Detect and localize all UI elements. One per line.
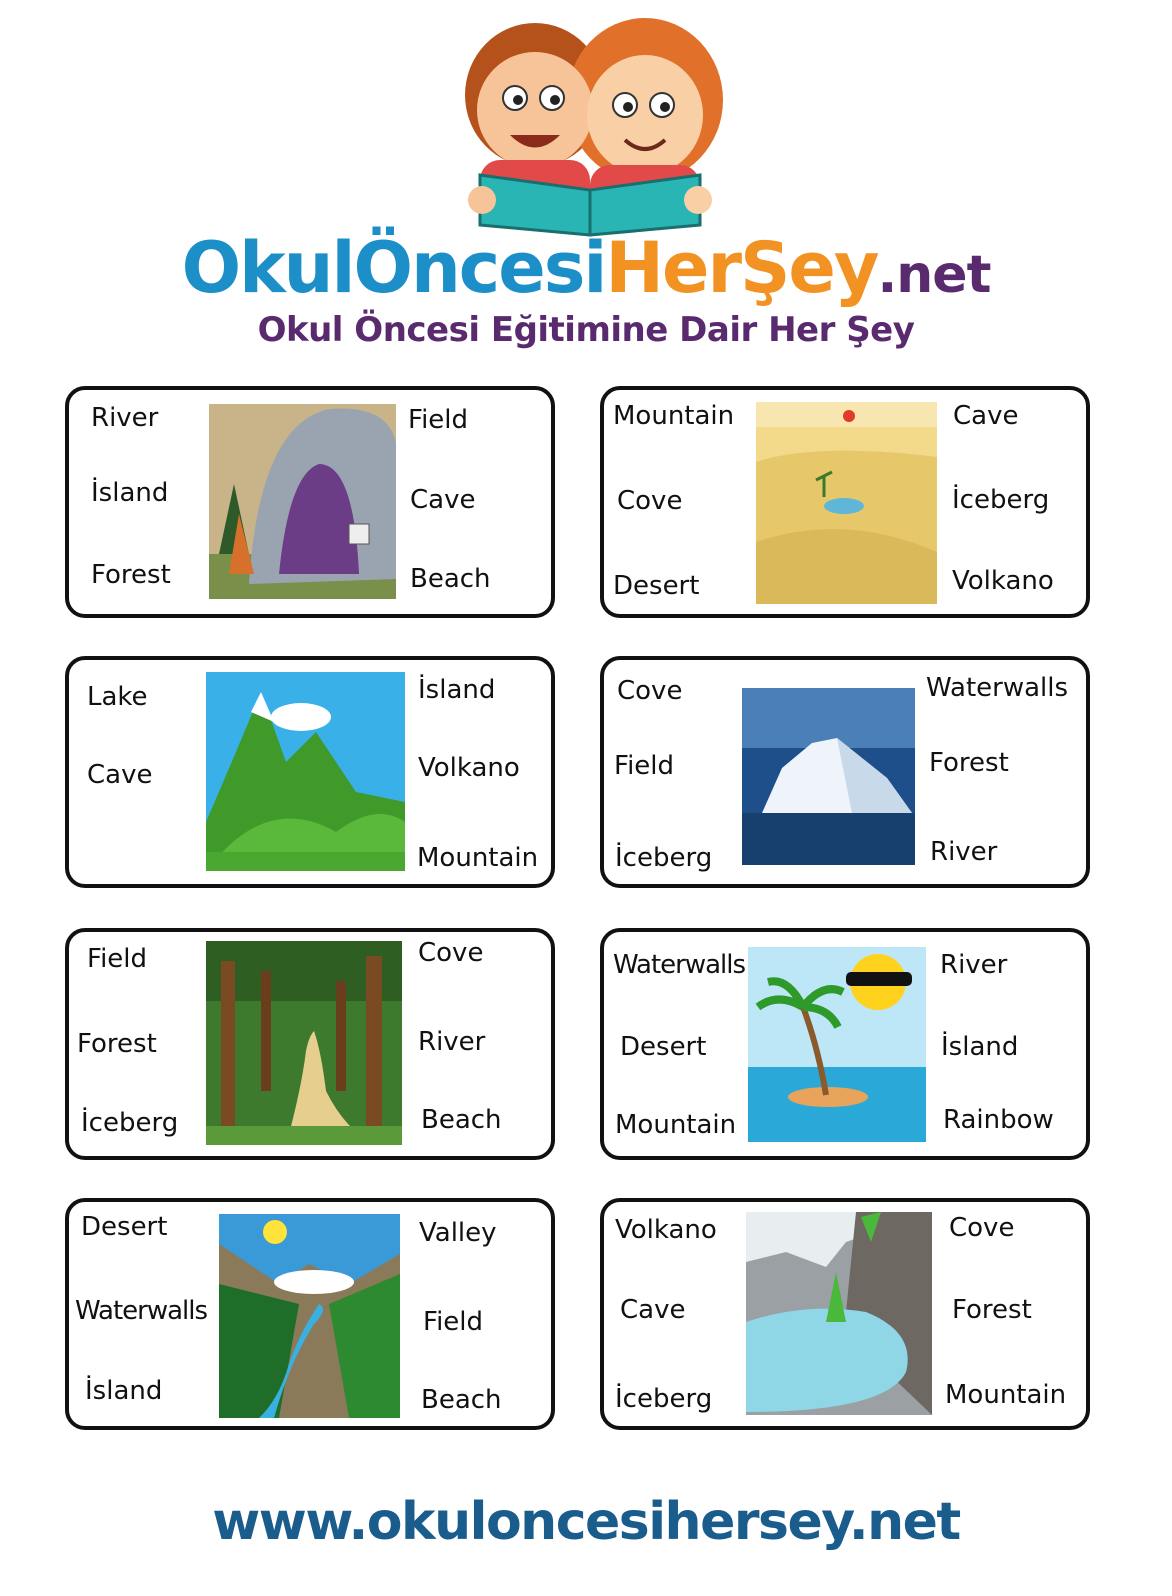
card-4-right-word-2: Forest [929,748,1009,778]
card-7-right-word-3: Beach [421,1385,502,1415]
card-3-left-word-2: Cave [87,760,153,790]
card-5-left-word-3: İceberg [81,1108,179,1138]
card-5-left-word-2: Forest [77,1029,157,1059]
forest-picture [206,941,402,1145]
card-2-left-word-3: Desert [613,571,700,601]
footer-url: www.okuloncesihersey.net [212,1492,960,1552]
desert-picture [756,402,937,604]
cave-picture [209,404,396,599]
card-2-left-word-2: Cove [617,486,683,516]
card-5-right-word-2: River [418,1027,486,1057]
card-6-right-word-1: River [940,950,1008,980]
card-4-right-word-1: Waterwalls [926,673,1069,703]
card-6-right-word-3: Rainbow [943,1105,1054,1135]
card-2-left-word-1: Mountain [613,401,735,431]
card-6-left-word-1: Waterwalls [613,950,746,980]
card-1-left-word-1: River [91,403,159,433]
logo-kids-reading [440,10,740,240]
card-8-right-word-1: Cove [949,1213,1015,1243]
brand-part-net: .net [877,245,991,305]
card-7-right-word-2: Field [423,1307,484,1337]
card-1-right-word-1: Field [408,405,469,435]
card-2-right-word-2: İceberg [952,485,1050,515]
tagline: Okul Öncesi Eğitimine Dair Her Şey [257,310,915,350]
mountain-picture [206,672,405,871]
card-1-right-word-3: Beach [410,564,491,594]
island-picture [748,947,926,1142]
card-7-left-word-3: İsland [85,1376,163,1406]
brand-title [0,228,1172,315]
card-7-right-word-1: Valley [419,1218,497,1248]
card-5-left-word-1: Field [87,944,148,974]
card-7-left-word-1: Desert [81,1212,168,1242]
cove-picture [746,1212,932,1415]
card-4-left-word-3: İceberg [615,843,713,873]
card-1-left-word-2: İsland [91,478,169,508]
card-3-left-word-1: Lake [87,682,148,712]
valley-picture [219,1214,400,1418]
card-5-right-word-1: Cove [418,938,484,968]
card-6-left-word-2: Desert [620,1032,707,1062]
card-1-right-word-2: Cave [410,485,476,515]
card-6-right-word-2: İsland [941,1032,1019,1062]
card-1-left-word-3: Forest [91,560,171,590]
card-3-right-word-2: Volkano [418,753,520,783]
card-4-right-word-3: River [930,837,998,867]
card-7-left-word-2: Waterwalls [75,1296,208,1326]
brand-part-hersey: HerŞey [605,227,878,309]
card-2-right-word-1: Cave [953,401,1019,431]
iceberg-picture [742,688,915,865]
card-8-right-word-3: Mountain [945,1380,1067,1410]
card-3-right-word-1: İsland [418,675,496,705]
brand-part-okuloncesi: OkulÖncesi [181,227,606,309]
card-8-left-word-3: İceberg [615,1384,713,1414]
card-8-right-word-2: Forest [952,1295,1032,1325]
card-3-right-word-3: Mountain [417,843,539,873]
card-4-left-word-1: Cove [617,676,683,706]
card-8-left-word-1: Volkano [615,1215,717,1245]
card-8-left-word-2: Cave [620,1295,686,1325]
card-2-right-word-3: Volkano [952,566,1054,596]
card-6-left-word-3: Mountain [615,1110,737,1140]
card-5-right-word-3: Beach [421,1105,502,1135]
card-4-left-word-2: Field [614,751,675,781]
